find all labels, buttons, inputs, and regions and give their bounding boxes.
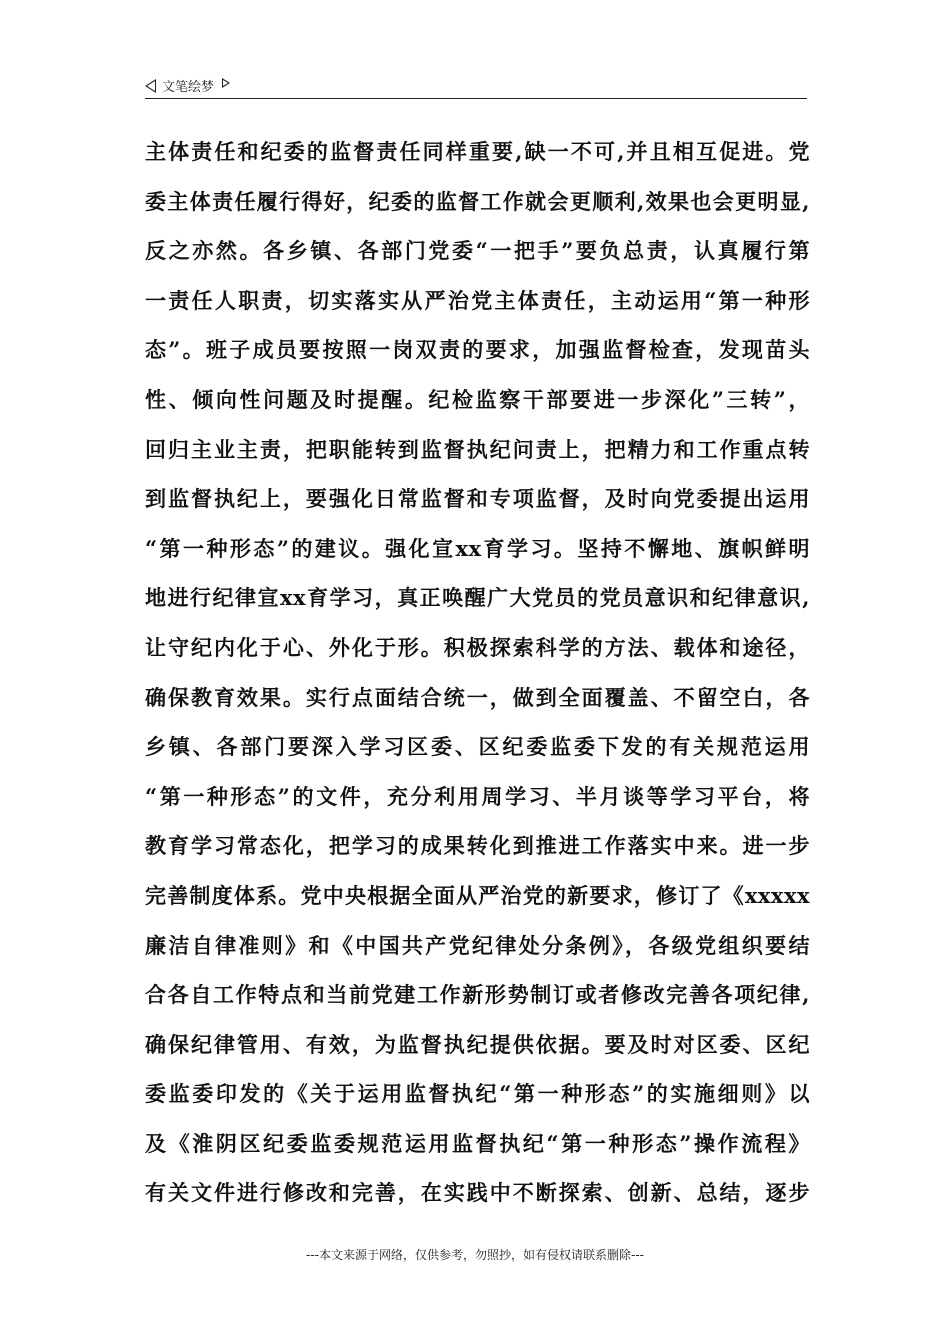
text-line: 廉洁自律准则》和《中国共产党纪律处分条例》，各级党组织要结 [145, 932, 810, 958]
text-line: 一责任人职责，切实落实从严治党主体责任，主动运用“第一种形 [145, 287, 810, 313]
text-line: 完善制度体系。党中央根据全面从严治党的新要求，修订了《xxxxx [145, 882, 810, 908]
triangle-left-icon [145, 79, 156, 93]
header-inner [145, 76, 230, 95]
text-line: 乡镇、各部门要深入学习区委、区纪委监委下发的有关规范运用 [145, 734, 810, 760]
text-line: 确保纪律管用、有效，为监督执纪提供依据。要及时对区委、区纪 [145, 1031, 810, 1057]
text-line: 回归主业主责，把职能转到监督执纪问责上，把精力和工作重点转 [145, 436, 810, 462]
text-line: 委主体责任履行得好，纪委的监督工作就会更顺利,效果也会更明显, [145, 188, 810, 214]
text-line: 反之亦然。各乡镇、各部门党委“一把手”要负总责，认真履行第 [145, 238, 810, 264]
body-text [145, 132, 810, 1223]
text-line: “第一种形态”的建议。强化宣xx育学习。坚持不懈地、旗帜鲜明 [145, 535, 810, 561]
text-line: 地进行纪律宣xx育学习，真正唤醒广大党员的党员意识和纪律意识, [145, 585, 810, 611]
text-line: 及《淮阴区纪委监委规范运用监督执纪“第一种形态”操作流程》 [145, 1130, 810, 1156]
text-line: 让守纪内化于心、外化于形。积极探索科学的方法、载体和途径， [145, 634, 810, 660]
page-header [145, 74, 807, 99]
text-line: 主体责任和纪委的监督责任同样重要,缺一不可,并且相互促进。党 [145, 139, 810, 164]
text-line: 到监督执纪上，要强化日常监督和专项监督，及时向党委提出运用 [145, 486, 810, 512]
text-line: 委监委印发的《关于运用监督执纪“第一种形态”的实施细则》以 [145, 1081, 810, 1107]
text-line: 合各自工作特点和当前党建工作新形势制订或者修改完善各项纪律, [145, 982, 810, 1008]
text-line: “第一种形态”的文件，充分利用周学习、半月谈等学习平台，将 [145, 783, 810, 809]
triangle-right-icon [222, 78, 230, 88]
text-line: 教育学习常态化，把学习的成果转化到推进工作落实中来。进一步 [145, 833, 810, 859]
text-line: 性、倾向性问题及时提醒。纪检监察干部要进一步深化”三转”， [145, 386, 810, 412]
page-footer: ---本文来源于网络，仅供参考，勿照抄，如有侵权请联系删除--- [306, 1248, 644, 1262]
header-title: 文笔绘梦 [162, 80, 215, 95]
text-line: 态”。班子成员要按照一岗双责的要求，加强监督检查，发现苗头 [145, 337, 810, 363]
text-line: 确保教育效果。实行点面结合统一，做到全面覆盖、不留空白，各 [145, 684, 810, 710]
text-line: 有关文件进行修改和完善，在实践中不断探索、创新、总结，逐步 [145, 1180, 810, 1206]
